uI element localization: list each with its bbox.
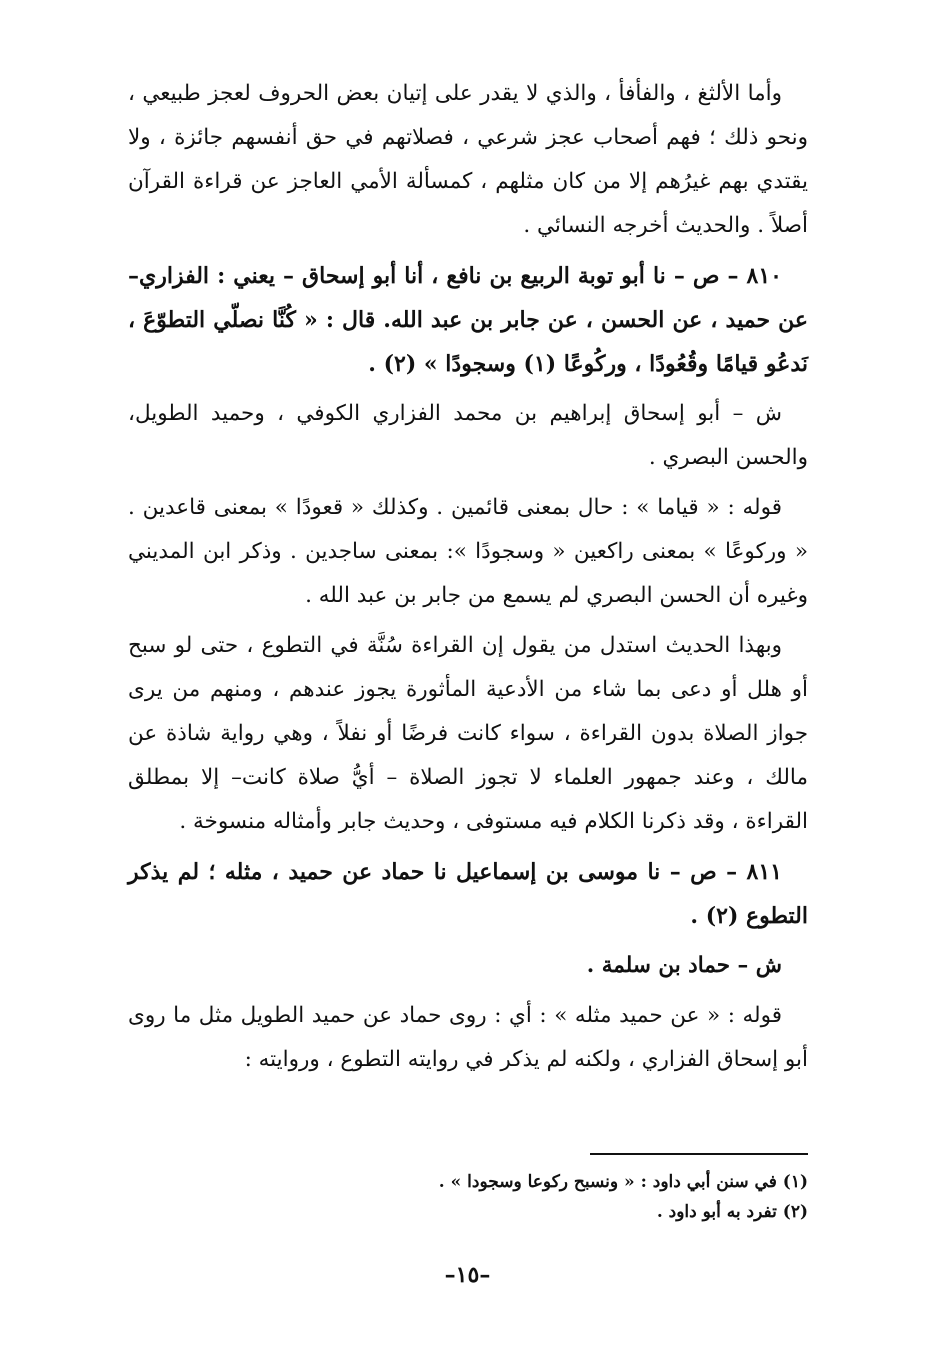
footnote-1: (١) في سنن أبي داود : « ونسبح ركوعا وسجودا » . [438,1172,808,1192]
footnotes [288,1167,808,1227]
commentary-810-qiyaman: قوله : « قياما » : حال بمعنى قائمين . وكذلك « قعودًا » بمعنى قاعدين . « وركوعًا » بمعنى راكعين « وسجودًا »: بمعنى ساجدين . وذكر ابن المديني وغيره أن الحسن البصري لم يسمع من جابر بن عبد الله . [128,495,808,608]
hadith-810: ٨١٠ – ص – نا أبو توبة الربيع بن نافع ، أنا أبو إسحاق – يعني : الفزاري– عن حميد ، عن الحسن ، عن جابر بن عبد الله. قال : « كُنَّا نصلّي التطوّعَ ، نَدعُو قيامًا وقُعُودًا ، وركُوعًا (١) وسجودًا » (٢) . [128,263,808,377]
commentary-810-narrators: ش – أبو إسحاق إبراهيم بن محمد الفزاري الكوفي ، وحميد الطويل، والحسن البصري . [128,401,808,470]
commentary-810-qiraa: وبهذا الحديث استدل من يقول إن القراءة سُنَّة في التطوع ، حتى لو سبح أو هلل أو دعى بما شاء من الأدعية المأثورة يجوز عندهم ، ومنهم من يرى جواز الصلاة بدون القراءة ، سواء كانت فرضًا أو نفلاً ، وهي رواية شاذة عن مالك ، وعند جمهور العلماء لا تجوز الصلاة – أيُّ صلاة كانت– إلا بمطلق القراءة ، وقد ذكرنا الكلام فيه مستوفى ، وحديث جابر وأمثاله منسوخة . [128,633,808,834]
commentary-811-humaid: قوله : « عن حميد مثله » : أي : روى حماد عن حميد الطويل مثل ما روى أبو إسحاق الفزاري ، ولكنه لم يذكر في روايته التطوع ، وروايته : [128,1003,808,1072]
paragraph-althagh: وأما الألثغ ، والفأفأ ، والذي لا يقدر على إتيان بعض الحروف لعجز طبيعي ، ونحو ذلك ؛ فهم أصحاب عجز شرعي ، فصلاتهم في حق أنفسهم جائزة ، ولا يقتدي بهم غيرُهم إلا من كان مثلهم ، كمسألة الأمي العاجز عن قراءة القرآن أصلاً . والحديث أخرجه النسائي . [128,81,808,238]
page-number: –١٥– [444,1262,491,1288]
footnote-2: (٢) تفرد به أبو داود . [656,1202,808,1222]
commentary-811-hammad: ش – حماد بن سلمة . [586,953,782,978]
page-body [128,72,808,1082]
footnote-divider [590,1153,808,1155]
hadith-811: ٨١١ – ص – نا موسى بن إسماعيل نا حماد عن حميد ، مثله ؛ لم يذكر التطوع (٢) . [128,859,808,929]
